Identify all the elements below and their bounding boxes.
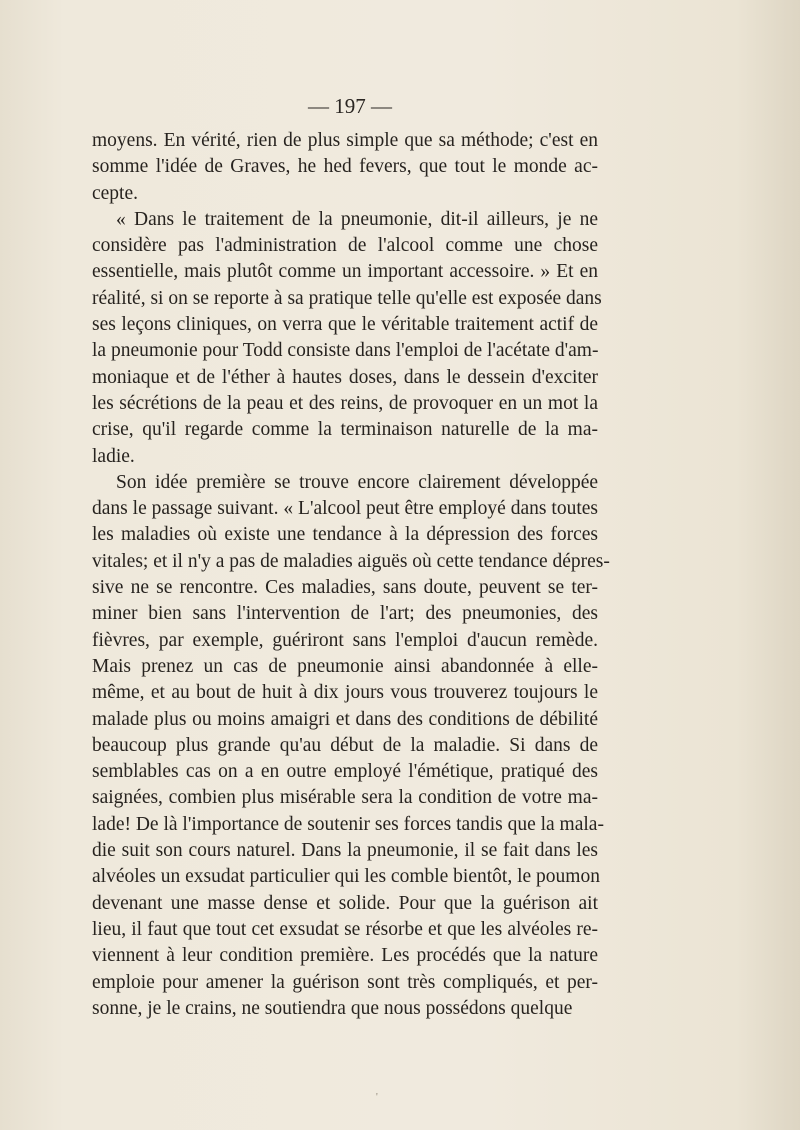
text-line: Mais prenez un cas de pneumonie ainsi abandonnée à elle-	[92, 655, 598, 677]
text-line: « Dans le traitement de la pneumonie, dit-il ailleurs, je ne	[116, 208, 598, 230]
text-line: miner bien sans l'intervention de l'art; des pneumonies, des	[92, 603, 598, 625]
text-line: somme l'idée de Graves, he hed fevers, que tout le monde ac-	[92, 156, 598, 178]
text-line: ladie.	[92, 445, 135, 467]
body-text	[92, 128, 610, 1022]
text-line: viennent à leur condition première. Les procédés que la nature	[92, 945, 598, 967]
text-line: les sécrétions de la peau et des reins, de provoquer en un mot la	[92, 392, 598, 414]
text-line: essentielle, mais plutôt comme un important accessoire. » Et en	[92, 261, 598, 283]
text-line: malade plus ou moins amaigri et dans des conditions de débilité	[92, 708, 598, 730]
text-line: saignées, combien plus misérable sera la condition de votre ma-	[92, 787, 598, 809]
text-line: lieu, il faut que tout cet exsudat se résorbe et que les alvéoles re-	[92, 918, 598, 940]
paragraph	[92, 128, 598, 207]
text-line: beaucoup plus grande qu'au début de la maladie. Si dans de	[92, 734, 598, 756]
paragraph	[92, 207, 602, 470]
text-line: ses leçons cliniques, on verra que le véritable traitement actif de	[92, 314, 598, 336]
footer-mark: '	[376, 1092, 378, 1103]
text-line: semblables cas on a en outre employé l'émétique, pratiqué des	[92, 761, 598, 783]
text-line: moniaque et de l'éther à hautes doses, dans le dessein d'exciter	[92, 366, 598, 388]
text-line: moyens. En vérité, rien de plus simple que sa méthode; c'est en	[92, 130, 598, 151]
text-line: dans le passage suivant. « L'alcool peut être employé dans toutes	[92, 498, 598, 520]
text-line: réalité, si on se reporte à sa pratique telle qu'elle est exposée dans	[92, 287, 602, 309]
text-line: devenant une masse dense et solide. Pour que la guérison ait	[92, 892, 598, 914]
text-line: Son idée première se trouve encore clairement développée	[116, 471, 598, 493]
paragraph	[92, 470, 610, 1022]
text-line: les maladies où existe une tendance à la dépression des forces	[92, 524, 598, 546]
page-number: — 197 —	[308, 94, 392, 118]
text-line: la pneumonie pour Todd consiste dans l'emploi de l'acétate d'am-	[92, 340, 599, 362]
text-line: considère pas l'administration de l'alcool comme une chose	[92, 235, 598, 257]
text-line: sive ne se rencontre. Ces maladies, sans doute, peuvent se ter-	[92, 577, 598, 599]
text-line: emploie pour amener la guérison sont très compliqués, et per-	[92, 971, 598, 993]
text-line: même, et au bout de huit à dix jours vous trouverez toujours le	[92, 682, 598, 704]
text-line: alvéoles un exsudat particulier qui les comble bientôt, le poumon	[92, 866, 600, 888]
text-line: fièvres, par exemple, guériront sans l'emploi d'aucun remède.	[92, 629, 598, 651]
text-line: lade! De là l'importance de soutenir ses forces tandis que la mala-	[92, 813, 604, 835]
text-line: vitales; et il n'y a pas de maladies aiguës où cette tendance dépres-	[92, 550, 610, 572]
text-line: crise, qu'il regarde comme la terminaison naturelle de la ma-	[92, 419, 598, 441]
text-line: die suit son cours naturel. Dans la pneumonie, il se fait dans les	[92, 840, 598, 862]
text-line: cepte.	[92, 182, 139, 204]
text-line: sonne, je le crains, ne soutiendra que nous possédons quelque	[92, 997, 573, 1019]
